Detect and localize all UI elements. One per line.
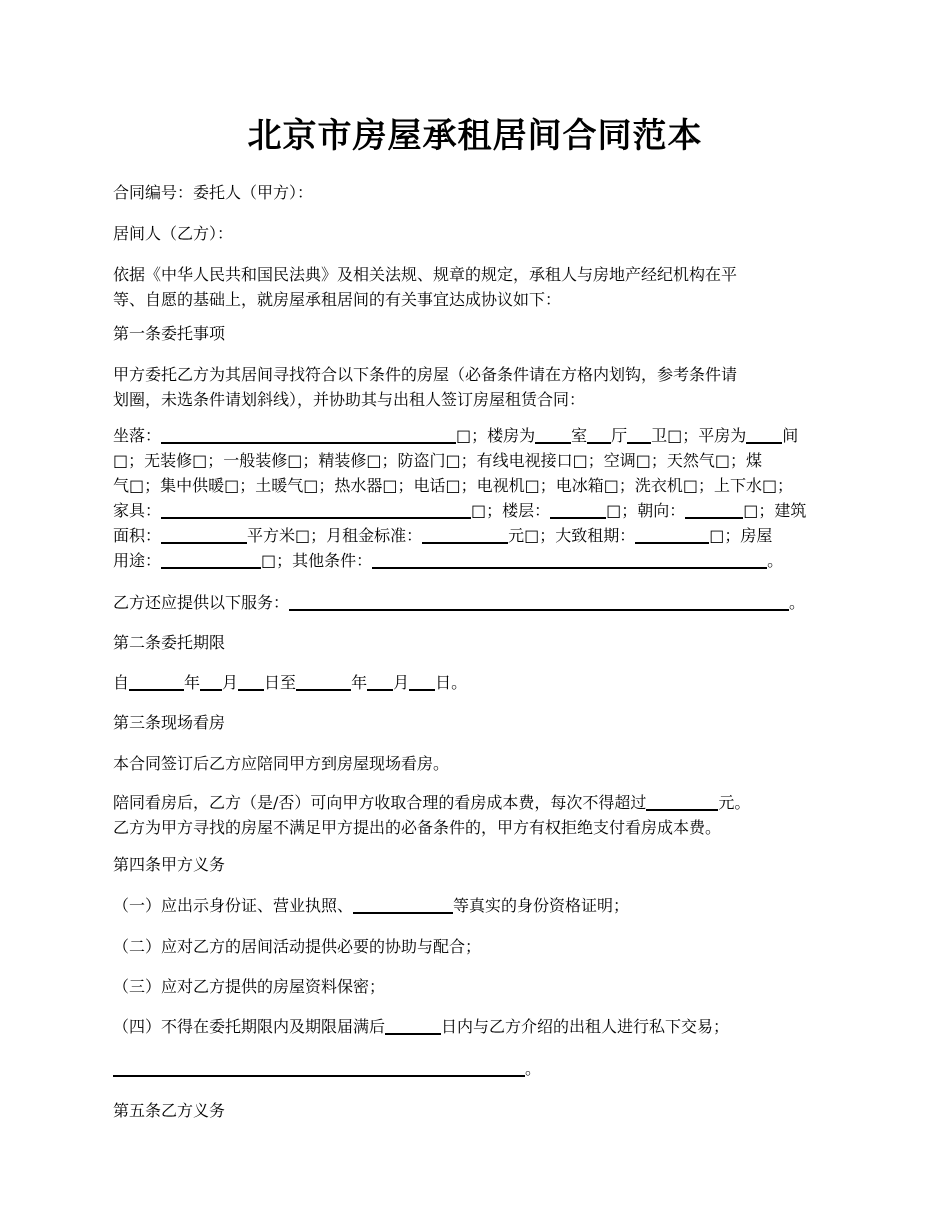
obligation-1 xyxy=(113,893,843,918)
intermediary-line: 居间人（乙方）： xyxy=(113,224,234,243)
obligation-5 xyxy=(113,1056,843,1081)
contract-number-line: 合同编号：委托人（甲方）： xyxy=(113,183,314,202)
extra-obligation-blank xyxy=(113,1058,525,1077)
orientation-label: □；朝向： xyxy=(606,501,686,520)
to-label: 日至 xyxy=(264,673,297,692)
article-3-heading: 第三条现场看房 xyxy=(113,713,226,732)
furniture-label: 家具： xyxy=(113,501,162,520)
term-dates-line xyxy=(113,670,843,695)
hall-unit: 厅 xyxy=(611,426,628,445)
floor-label: □；楼层： xyxy=(471,501,551,520)
obligation-1-text: （一）应出示身份证、营业执照、 xyxy=(113,896,354,915)
services-label: 乙方还应提供以下服务： xyxy=(113,593,290,612)
viewing-line-3: 乙方为甲方寻找的房屋不满足甲方提出的必备条件的，甲方有权拒绝支付看房成本费。 xyxy=(113,818,722,837)
jian-unit: 间 xyxy=(782,426,799,445)
area-label: 面积： xyxy=(113,526,162,545)
services-line xyxy=(113,590,843,615)
rooms-blank xyxy=(535,425,571,444)
article-2-heading: 第二条委托期限 xyxy=(113,633,226,652)
viewing-fee-text: 陪同看房后，乙方（是/否）可向甲方收取合理的看房成本费，每次不得超过 xyxy=(113,793,647,812)
year-label: 年 xyxy=(351,673,368,692)
year-label: 年 xyxy=(184,673,201,692)
usage-label-start: □；房屋 xyxy=(709,526,773,545)
period: 。 xyxy=(789,593,806,612)
term-blank xyxy=(635,525,709,544)
obligation-4-text: （四）不得在委托期限内及期限届满后 xyxy=(113,1017,386,1036)
preamble-line-1: 依据《中华人民共和国民法典》及相关法规、规章的规定，承租人与房地产经纪机构在平 xyxy=(113,265,738,284)
article-1-intro-line-2: 划圈，未选条件请划斜线），并协助其与出租人签订房屋租赁合同： xyxy=(113,390,586,409)
article-4-heading: 第四条甲方义务 xyxy=(113,855,226,874)
period: 。 xyxy=(767,551,784,570)
obligation-3: （三）应对乙方提供的房屋资料保密； xyxy=(113,977,386,996)
furniture-blank xyxy=(161,500,471,519)
bungalow-rooms-blank xyxy=(746,425,782,444)
start-year-blank xyxy=(129,672,184,691)
start-month-blank xyxy=(200,672,222,691)
rent-blank xyxy=(422,525,508,544)
day-label: 日。 xyxy=(435,673,468,692)
other-label: □；其他条件： xyxy=(261,551,373,570)
document-title: 北京市房屋承租居间合同范本 xyxy=(247,116,703,156)
conditions-line-1 xyxy=(113,423,843,448)
usage-label: 用途： xyxy=(113,551,162,570)
id-documents-blank xyxy=(353,895,453,914)
conditions-line-5 xyxy=(113,523,843,548)
days-blank xyxy=(385,1016,441,1035)
rent-label: 平方米□；月租金标准： xyxy=(247,526,423,545)
viewing-line-1: 本合同签订后乙方应陪同甲方到房屋现场看房。 xyxy=(113,754,450,773)
article-1-heading: 第一条委托事项 xyxy=(113,324,226,343)
yuan-label: 元。 xyxy=(718,793,751,812)
start-day-blank xyxy=(238,672,264,691)
article-5-heading: 第五条乙方义务 xyxy=(113,1101,226,1120)
bath-unit: 卫□；平房为 xyxy=(651,426,747,445)
period: 。 xyxy=(525,1059,542,1078)
conditions-line-6 xyxy=(113,548,843,573)
halls-blank xyxy=(587,425,611,444)
from-label: 自 xyxy=(113,673,130,692)
baths-blank xyxy=(627,425,651,444)
article-1-intro-line-1: 甲方委托乙方为其居间寻找符合以下条件的房屋（必备条件请在方格内划钩，参考条件请 xyxy=(113,365,738,384)
end-day-blank xyxy=(409,672,435,691)
month-label: 月 xyxy=(222,673,239,692)
obligation-4 xyxy=(113,1014,843,1039)
obligation-2: （二）应对乙方的居间活动提供必要的协助与配合； xyxy=(113,937,482,956)
floor-blank xyxy=(550,500,606,519)
conditions-line-4 xyxy=(113,498,843,523)
services-blank xyxy=(289,592,789,611)
area-label-start: □；建筑 xyxy=(743,501,807,520)
term-label: 元□；大致租期： xyxy=(508,526,636,545)
other-blank xyxy=(372,550,767,569)
building-label: □；楼房为 xyxy=(456,426,536,445)
location-blank xyxy=(161,425,456,444)
obligation-1-tail: 等真实的身份资格证明； xyxy=(453,896,630,915)
usage-blank xyxy=(161,550,261,569)
conditions-line-3: 气□；集中供暖□；土暖气□；热水器□；电话□；电视机□；电冰箱□；洗衣机□；上下水□； xyxy=(113,476,794,495)
room-unit: 室 xyxy=(571,426,588,445)
conditions-line-2: □；无装修□；一般装修□；精装修□；防盗门□；有线电视接口□；空调□；天然气□；煤 xyxy=(113,451,762,470)
end-year-blank xyxy=(296,672,351,691)
obligation-4-tail: 日内与乙方介绍的出租人进行私下交易； xyxy=(441,1017,730,1036)
viewing-line-2 xyxy=(113,790,843,815)
end-month-blank xyxy=(367,672,393,691)
area-blank xyxy=(161,525,247,544)
orientation-blank xyxy=(685,500,743,519)
viewing-fee-blank xyxy=(646,792,718,811)
month-label: 月 xyxy=(393,673,410,692)
preamble-line-2: 等、自愿的基础上，就房屋承租居间的有关事宜达成协议如下： xyxy=(113,290,562,309)
location-label: 坐落： xyxy=(113,426,162,445)
